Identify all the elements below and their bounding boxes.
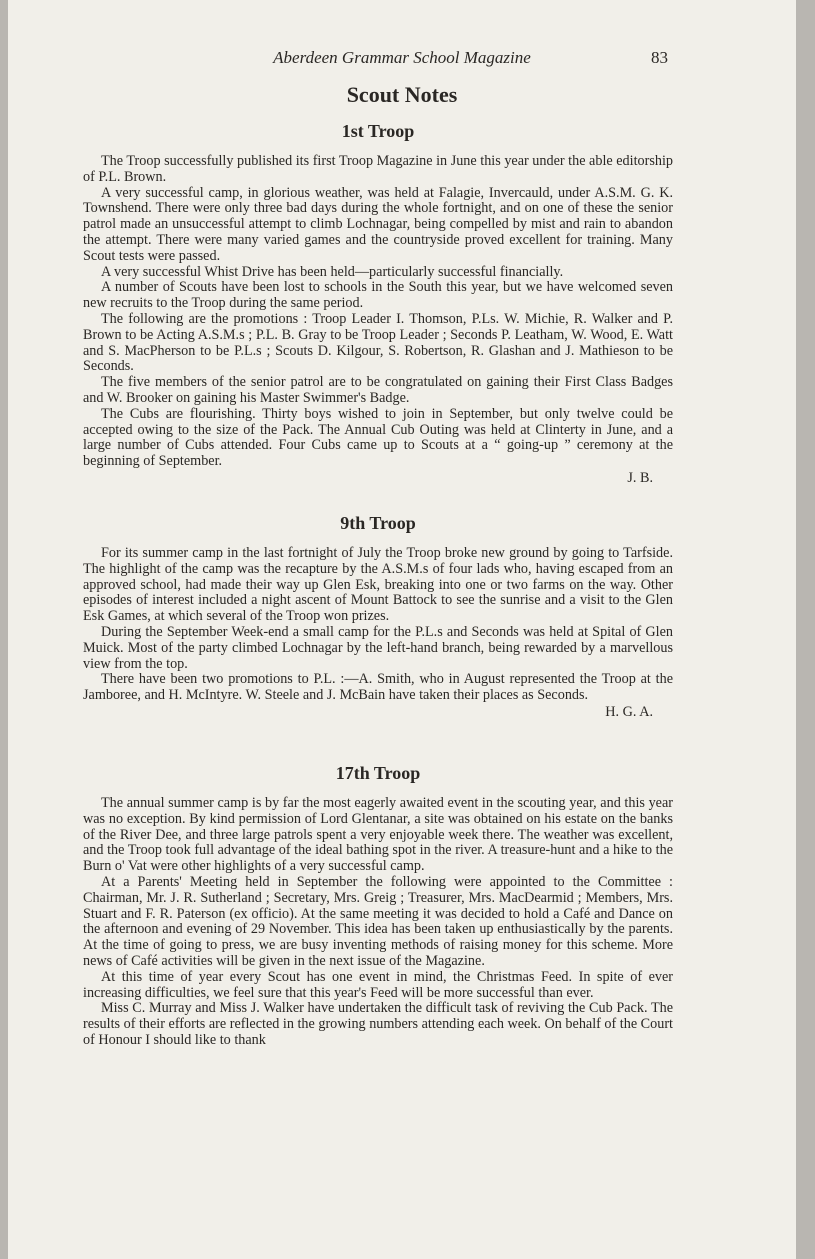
paragraph: During the September Week-end a small camp for the P.L.s and Seconds was held at Spital of Glen Muick. Most of the party climbed Lochnagar by the left-hand branch, being rewarded by a marvellous view from the top.	[83, 623, 673, 672]
section-heading: 9th Troop	[340, 513, 416, 533]
section-9th-troop	[83, 512, 673, 720]
paragraph: There have been two promotions to P.L. :—A. Smith, who in August represented the Troop at the Jamboree, and H. McIntyre. W. Steele and J. McBain have taken their places as Seconds.	[83, 671, 673, 704]
paragraph: The annual summer camp is by far the most eagerly awaited event in the scouting year, and this year was no exception. By kind permission of Lord Glentanar, a site was obtained on his estate on the banks of the River Dee, and three large patrols spent a very enjoyable week there. The weather was excellent, and the Troop took full advantage of the ideal bathing spot in the river. A treasure-hunt and a hike to the Burn o' Vat were other highlights of a very successful camp.	[83, 795, 673, 875]
section-1st-troop	[83, 120, 673, 486]
paragraph: At a Parents' Meeting held in September the following were appointed to the Committee : Chairman, Mr. J. R. Sutherland ; Secretary, Mrs. Greig ; Treasurer, Mrs. MacDearmid ; Members, Mrs. Stuart and F. R. Paterson (ex officio). At the same meeting it was decided to hold a Café and Dance on the afternoon and evening of 29 November. This idea has been taken up enthusiastically by the parents. At the time of going to press, we are busy inventing methods of raising money for this scheme. More news of Café activities will be given in the next issue of the Magazine.	[83, 873, 673, 969]
article-title: Scout Notes	[346, 82, 458, 107]
magazine-page	[8, 0, 796, 1259]
paragraph: For its summer camp in the last fortnight of July the Troop broke new ground by going to Tarfside. The highlight of the camp was the recapture by the A.S.M.s of four lads who, having escaped from an approved school, had made their way up Glen Esk, breaking into one or two farms on the way. Other episodes of interest included a night ascent of Mount Battock to see the sunrise and a visit to the Glen Esk Games, at which several of the Troop won prizes.	[83, 545, 673, 625]
section-heading: 1st Troop	[341, 121, 415, 141]
paragraph: A very successful camp, in glorious weather, was held at Falagie, Invercauld, under A.S.M. G. K. Townshend. There were only three bad days during the whole fortnight, and on one of these the senior patrol made an unsuccessful attempt to climb Lochnagar, being compelled by mist and rain to abandon the attempt. There were many varied games and the countryside proved excellent for training. Many Scout tests were passed.	[83, 184, 673, 264]
signature: J. B.	[627, 469, 653, 486]
section-heading: 17th Troop	[335, 763, 421, 783]
page-number: 83	[651, 48, 668, 67]
paragraph: The Cubs are flourishing. Thirty boys wished to join in September, but only twelve could be accepted owing to the size of the Pack. The Annual Cub Outing was held at Clinterty in June, and a large number of Cubs attended. Four Cubs came up to Scouts at a “ going-up ” ceremony at the beginning of September.	[83, 405, 673, 470]
paragraph: The five members of the senior patrol are to be congratulated on gaining their First Class Badges and W. Brooker on gaining his Master Swimmer's Badge.	[83, 374, 673, 406]
paragraph: The Troop successfully published its first Troop Magazine in June this year under the able editorship of P.L. Brown.	[83, 153, 673, 185]
paragraph: The following are the promotions : Troop Leader I. Thomson, P.Ls. W. Michie, R. Walker and P. Brown to be Acting A.S.M.s ; P.L. B. Gray to be Troop Leader ; Seconds P. Leatham, W. Wood, E. Watt and S. MacPherson to be P.L.s ; Scouts D. Kilgour, S. Robertson, R. Glashan and J. Mathieson to be Seconds.	[83, 310, 673, 375]
paragraph: Miss C. Murray and Miss J. Walker have undertaken the difficult task of reviving the Cub Pack. The results of their efforts are reflected in the growing numbers attending each week. On behalf of the Court of Honour I should like to thank	[83, 1000, 673, 1048]
paragraph: A number of Scouts have been lost to schools in the South this year, but we have welcomed seven new recruits to the Troop during the same period.	[83, 279, 673, 312]
running-header	[8, 48, 796, 72]
signature: H. G. A.	[605, 703, 653, 720]
paragraph: A very successful Whist Drive has been held—particularly successful financially.	[101, 263, 564, 280]
paragraph: At this time of year every Scout has one event in mind, the Christmas Feed. In spite of ever increasing difficulties, we feel sure that this year's Feed will be more successful than ever.	[83, 968, 673, 1001]
running-title: Aberdeen Grammar School Magazine	[273, 48, 531, 67]
section-17th-troop	[83, 762, 673, 1049]
